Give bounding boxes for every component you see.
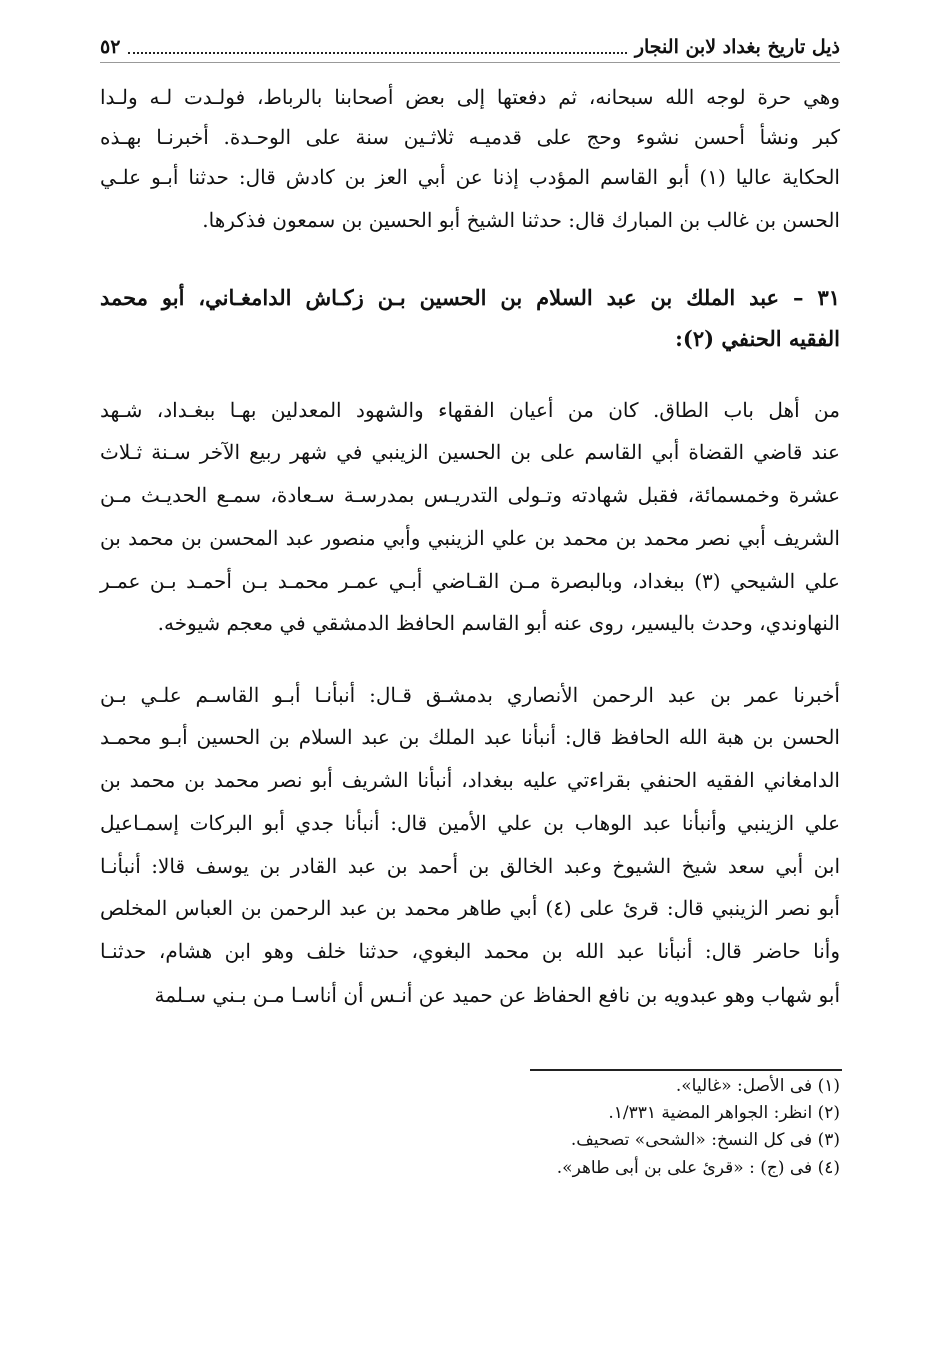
paragraph-line: علي الشيحي (٣) ببغداد، وبالبصرة مـن القـاضي أبـي عمـر محمـد بـن أحمـد بـن عمـر xyxy=(100,569,840,593)
paragraph-line: أبو نصر الزينبي قال: قرئ على (٤) أبي طاهر محمد بن عبد الرحمن بن العباس المخلص xyxy=(100,896,840,920)
paragraph-line: الحسن بن غالب بن المبارك قال: حدثنا الشيخ أبو الحسين بن سمعون فذكرها. xyxy=(202,208,840,232)
entry-heading-line: الفقيه الحنفي (٢): xyxy=(675,326,840,351)
paragraph-line: عند قاضي القضاة أبي القاسم على بن الحسين الزينبي في شهر ربيع الآخر سـنة ثـلاث xyxy=(100,440,840,464)
footnote: (٤) فى (ج) : «قرئ على بن أبى طاهر». xyxy=(556,1158,840,1178)
paragraph-line: الدامغاني الفقيه الحنفي بقراءتي عليه ببغداد، أنبأنا الشريف أبو نصر محمد بن محمد بن xyxy=(100,768,840,792)
footnote: (٣) فى كل النسخ: «الشحى» تصحيف. xyxy=(570,1130,840,1150)
paragraph-line: النهاوندي، وحدث باليسير، روى عنه أبو القاسم الحافظ الدمشقي في معجم شيوخه. xyxy=(157,611,840,635)
paragraph-line: عشرة وخمسمائة، فقبل شهادته وتـولى التدريـس بمدرسـة سـعادة، سمـع الحديـث مـن xyxy=(100,483,840,507)
paragraph-line: الشريف أبي نصر محمد بن محمد بن علي الزينبي وأبي منصور عبد المحسن بن محمد بن xyxy=(100,526,840,550)
paragraph-line: وهي حرة لوجه الله سبحانه، ثم دفعتها إلى بعض أصحابنا بالرباط، فولـدت لـه ولـدا xyxy=(100,85,840,109)
footnote: (٢) انظر: الجواهر المضية ١/٣٣١. xyxy=(608,1103,840,1123)
book-title: ذيل تاريخ بغداد لابن النجار xyxy=(634,36,840,58)
running-header xyxy=(100,36,840,63)
paragraph-line: أبو شهاب وهو عبدويه بن نافع الحفاظ عن حميد عن أنـس أن أناسـا مـن بـني سـلمة xyxy=(154,983,840,1007)
paragraph-line: ابن أبي سعد شيخ الشيوخ وعبد الخالق بن أحمد بن عبد القادر بن يوسف قالا: أنبأنـا xyxy=(100,854,840,878)
header-leader-dots xyxy=(128,40,626,54)
footnote-separator xyxy=(530,1069,842,1071)
paragraph-line: كبر ونشأ أحسن نشوء وحج على قدميـه ثلاثـين سنة على الوحـدة. أخبرنـا بهـذه xyxy=(100,125,840,149)
paragraph-line: الحسن بن هبة الله الحافظ قال: أنبأنا عبد الملك بن عبد السلام بن الحسين أبـو محمـد xyxy=(100,725,840,749)
paragraph-line: الحكاية عاليا (١) أبو القاسم المؤدب إذنا عن أبي العز بن كادش قال: حدثنا أبـو علـي xyxy=(100,165,840,189)
paragraph-line: أخبرنا عمر بن عبد الرحمن الأنصاري بدمشـق قـال: أنبأنـا أبـو القاسـم علـي بـن xyxy=(100,683,840,707)
entry-heading-line: ٣١ – عبد الملك بن عبد السلام بن الحسين بـن زكـاش الدامغـاني، أبو محمد xyxy=(100,285,840,310)
paragraph-line: من أهل باب الطاق. كان من أعيان الفقهاء والشهود المعدلين بهـا ببغـداد، شـهد xyxy=(100,398,840,422)
footnote: (١) فى الأصل: «غاليا». xyxy=(675,1076,840,1096)
paragraph-line: وأنا حاضر قال: أنبأنا عبد الله بن محمد البغوي، حدثنا خلف وهو ابن هشام، حدثنـا xyxy=(100,939,840,963)
paragraph-line: علي الزينبي وأنبأنا عبد الوهاب بن علي الأمين قال: أنبأنا جدي أبو البركات إسمـاعيل xyxy=(100,811,841,835)
page-number: ٥٢ xyxy=(100,36,121,58)
